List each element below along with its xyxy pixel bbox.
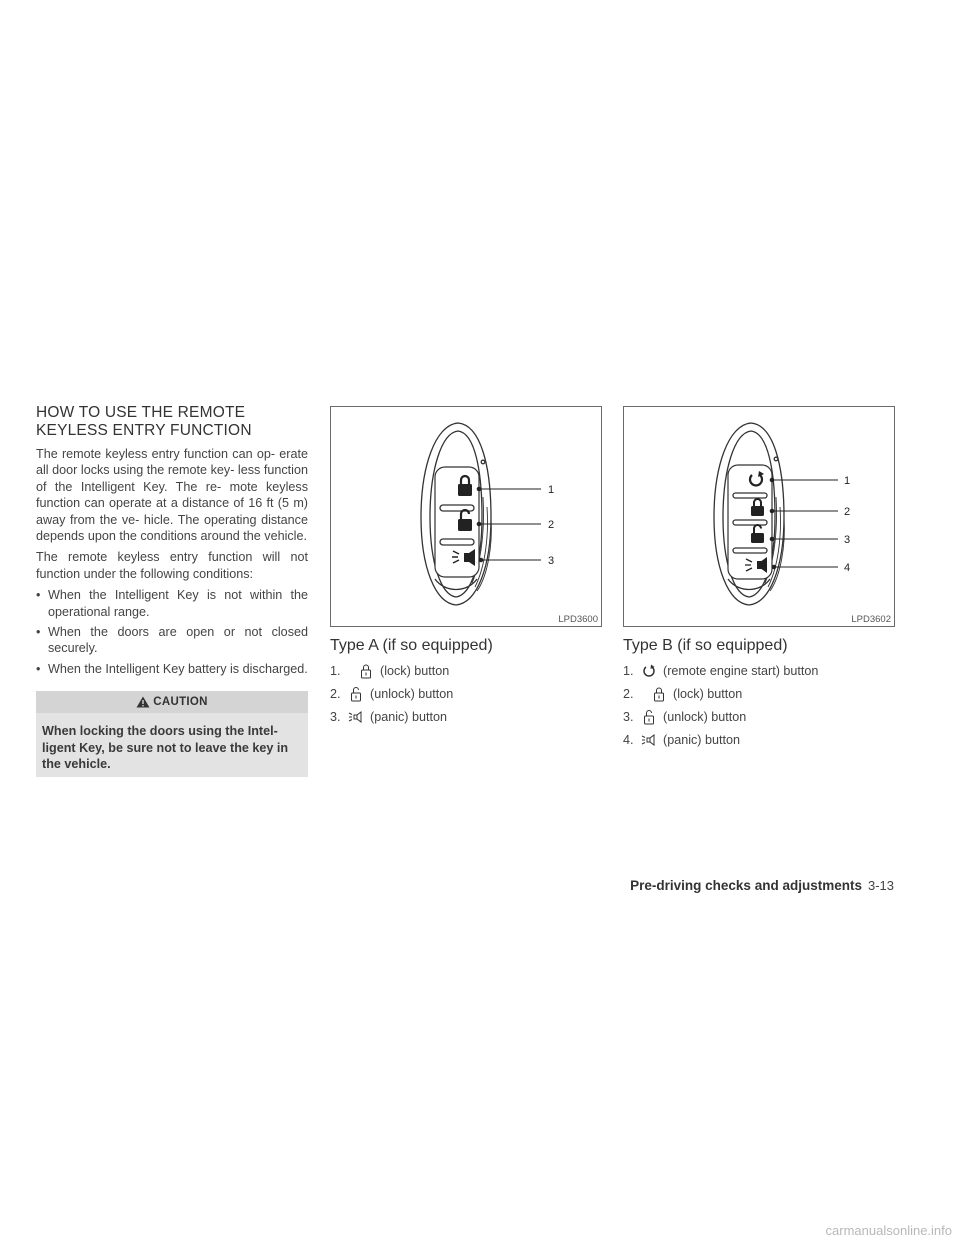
list-item: 3. (unlock) button: [623, 710, 747, 724]
list-item: • When the Intelligent Key battery is discharged.: [36, 661, 308, 676]
panic-icon: [346, 709, 366, 725]
caution-text: When locking the doors using the Intel- ligent Key, be sure not to leave the key in the vehicle.: [42, 724, 289, 772]
list-item: 3. (panic) button: [330, 710, 448, 724]
type-b-section: [623, 637, 895, 755]
page-number: 3-13: [867, 878, 894, 893]
type-a-button-list: [330, 663, 602, 725]
type-a-section: [330, 637, 602, 732]
footer-section-title: Pre-driving checks and adjustments: [630, 878, 862, 893]
remote-start-icon: [639, 663, 659, 679]
figure-type-b: [623, 406, 895, 627]
warning-icon: [136, 696, 150, 708]
list-item: • When the Intelligent Key is not within the operational range.: [36, 588, 308, 619]
lock-icon: [356, 663, 376, 679]
figure-type-a: [330, 406, 602, 627]
callout-2: 2: [844, 506, 851, 518]
callout-2: 2: [548, 519, 555, 531]
caution-box: [36, 691, 308, 776]
panic-icon: [639, 732, 659, 748]
callout-4: 4: [844, 562, 851, 574]
list-item: 2. (lock) button: [623, 687, 743, 701]
watermark: carmanualsonline.info: [825, 1223, 952, 1238]
list-item: 2. (unlock) button: [330, 687, 454, 701]
unlock-icon: [639, 709, 659, 725]
left-column: [36, 404, 308, 777]
callout-1: 1: [548, 484, 555, 496]
list-item: 1. (remote engine start) button: [623, 664, 819, 678]
callout-3: 3: [844, 534, 851, 546]
conditions-paragraph: The remote keyless entry function will not function under the following conditions:: [36, 550, 308, 581]
callout-3: 3: [548, 555, 555, 567]
unlock-icon: [346, 686, 366, 702]
lock-icon: [649, 686, 669, 702]
page-footer: [630, 878, 894, 893]
type-b-title: Type B (if so equipped): [623, 637, 788, 654]
type-b-button-list: [623, 663, 895, 748]
key-fob-type-a-illustration: [331, 407, 601, 626]
list-item: 1. (lock) button: [330, 664, 450, 678]
figure-label: LPD3602: [851, 614, 891, 625]
section-heading: HOW TO USE THE REMOTE KEYLESS ENTRY FUNCTION: [36, 404, 252, 439]
caution-title: CAUTION: [153, 696, 208, 709]
type-a-title: Type A (if so equipped): [330, 637, 493, 654]
conditions-list: [36, 587, 308, 677]
key-fob-type-b-illustration: [624, 407, 894, 626]
callout-1: 1: [844, 475, 851, 487]
list-item: 4. (panic) button: [623, 733, 741, 747]
figure-label: LPD3600: [558, 614, 598, 625]
list-item: • When the doors are open or not closed securely.: [36, 625, 308, 656]
caution-header: [36, 691, 308, 713]
intro-paragraph: The remote keyless entry function can op- erate all door locks using the remote key- less function of the Intelligent Key. The re- mote keyless function can operate at a distance of 16 ft (5 m) away from the ve- hicle. The operating distance depends upon the conditions around the vehicle.: [36, 447, 308, 544]
